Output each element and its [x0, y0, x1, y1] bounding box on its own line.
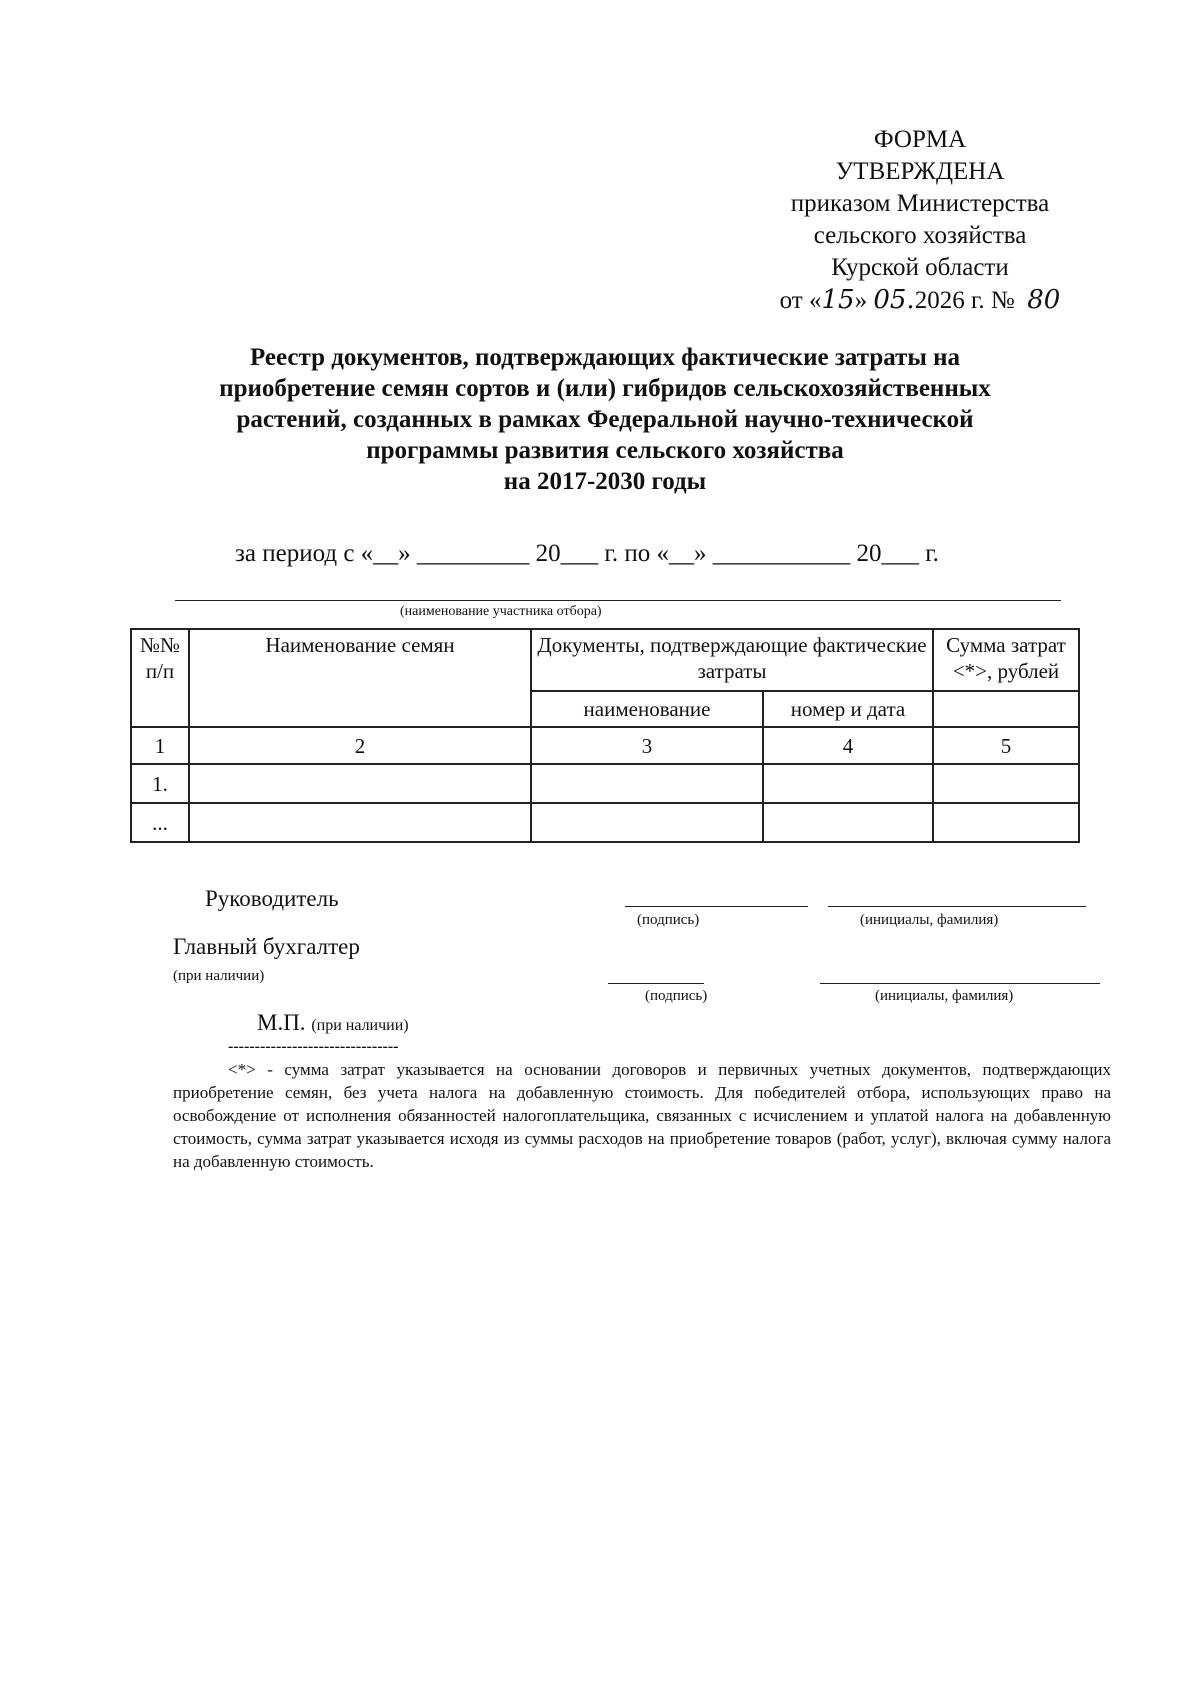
period-line: за период с «__» _________ 20___ г. по «__» ___________ 20___ г. — [235, 540, 939, 567]
column-number: 1 — [131, 727, 189, 764]
accountant-name-caption: (инициалы, фамилия) — [875, 988, 1014, 1004]
participant-name-line — [175, 600, 1061, 601]
head-name-line — [828, 906, 1086, 907]
head-label: Руководитель — [205, 886, 339, 911]
table-cell — [763, 764, 933, 803]
subheader-doc-name: наименование — [531, 691, 763, 727]
table-row — [131, 764, 1079, 803]
header-amount: Сумма затрат <*>, рублей — [933, 629, 1079, 691]
document-title — [150, 342, 1060, 497]
head-signature-caption: (подпись) — [637, 912, 700, 928]
table-cell — [933, 764, 1079, 803]
seal-abbr: М.П. — [257, 1010, 306, 1035]
approval-order-text: приказом Министерства — [790, 190, 1050, 217]
approval-region-text: Курской области — [831, 254, 1009, 281]
table-cell — [531, 764, 763, 803]
register-table — [130, 628, 1080, 843]
column-number: 2 — [189, 727, 531, 764]
approval-block — [730, 124, 1110, 317]
title-line: на 2017-2030 годы — [503, 468, 707, 495]
header-documents: Документы, подтверждающие фактические затраты — [531, 629, 933, 691]
approval-ministry-text: сельского хозяйства — [813, 222, 1027, 249]
approval-approved-label: УТВЕРЖДЕНА — [835, 158, 1005, 185]
handwritten-day: 15 — [821, 285, 855, 315]
approval-date-line — [730, 284, 1110, 317]
header-number: №№ п/п — [131, 629, 189, 727]
row-number: ... — [131, 803, 189, 842]
accountant-label: Главный бухгалтер — [173, 934, 360, 959]
title-line: приобретение семян сортов и (или) гибридов сельскохозяйственных — [219, 375, 991, 402]
table-cell — [531, 803, 763, 842]
table-cell — [763, 803, 933, 842]
head-name-caption: (инициалы, фамилия) — [860, 912, 999, 928]
date-mid: » — [854, 287, 874, 314]
subheader-doc-number-date: номер и дата — [763, 691, 933, 727]
table-row — [131, 803, 1079, 842]
table-cell — [189, 803, 531, 842]
date-year: 2026 г. № — [914, 287, 1015, 314]
approval-form-label: ФОРМА — [873, 126, 967, 153]
seal-note: (при наличии) — [311, 1017, 409, 1034]
table-cell — [189, 764, 531, 803]
footnote-separator: -------------------------------- — [228, 1038, 399, 1055]
title-line: программы развития сельского хозяйства — [366, 437, 844, 464]
accountant-if-any: (при наличии) — [173, 968, 265, 984]
accountant-signature-line — [608, 983, 704, 984]
header-seed-name: Наименование семян — [189, 629, 531, 727]
accountant-name-line — [820, 983, 1100, 984]
column-number: 3 — [531, 727, 763, 764]
head-signature-line — [625, 906, 808, 907]
seal-label — [257, 1010, 409, 1036]
handwritten-month: 05. — [873, 285, 915, 315]
participant-caption: (наименование участника отбора) — [400, 604, 602, 619]
date-prefix: от « — [779, 287, 822, 314]
table-column-numbers-row — [131, 727, 1079, 764]
table-cell — [933, 803, 1079, 842]
row-number: 1. — [131, 764, 189, 803]
column-number: 5 — [933, 727, 1079, 764]
title-line: Реестр документов, подтверждающих фактические затраты на — [249, 344, 961, 371]
footnote-text: <*> - сумма затрат указывается на основании договоров и первичных учетных документов, подтверждающих приобретение семян, без учета налога на добавленную стоимость. Для победителей отбора, использующих право на освобождение от исполнения обязанностей налогоплательщика, связанных с исчислением и уплатой налога на добавленную стоимость, сумма затрат указывается исходя из суммы расходов на приобретение товаров (работ, услуг), включая сумму налога на добавленную стоимость. — [173, 1060, 1111, 1171]
title-line: растений, созданных в рамках Федеральной научно-технической — [236, 406, 974, 433]
table-header-row — [131, 629, 1079, 691]
subheader-amount-empty — [933, 691, 1079, 727]
accountant-signature-caption: (подпись) — [645, 988, 708, 1004]
handwritten-order-number: 80 — [1027, 285, 1061, 315]
column-number: 4 — [763, 727, 933, 764]
